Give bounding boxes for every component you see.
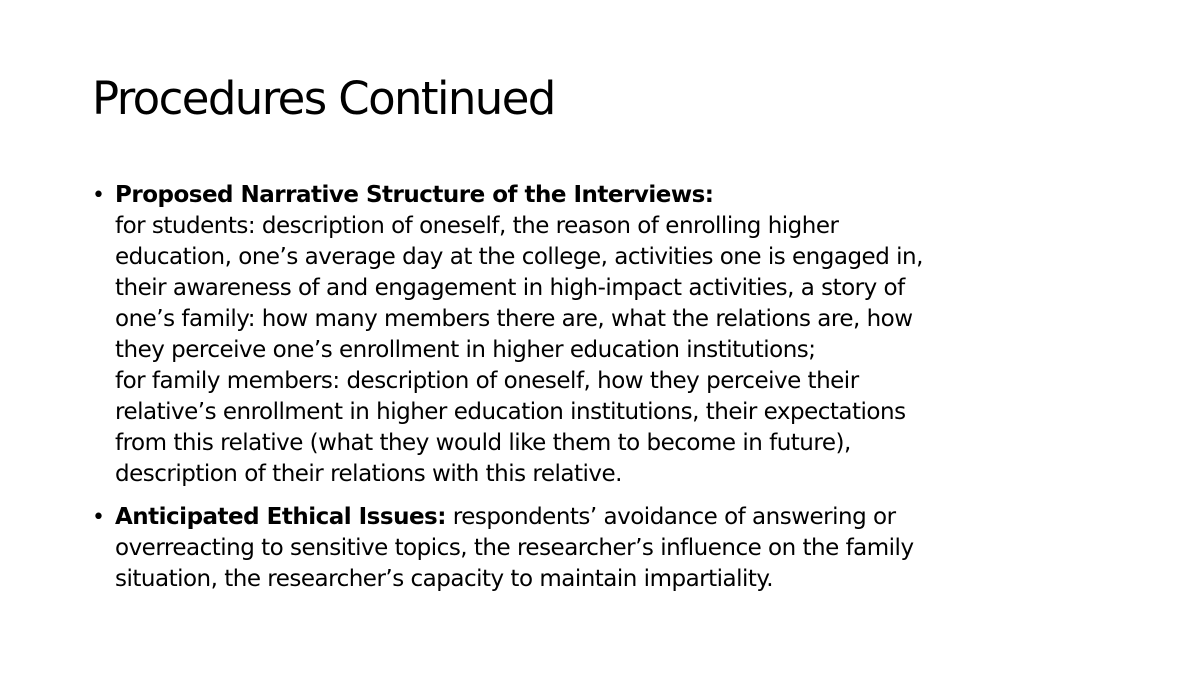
bullet-list — [92, 180, 1092, 595]
slide-title: Procedures Continued — [92, 72, 555, 125]
narrative-line: description of their relations with this relative. — [115, 461, 622, 487]
ethics-line: overreacting to sensitive topics, the researcher’s influence on the family — [115, 535, 914, 561]
bullet-marker: • — [92, 183, 105, 208]
narrative-line: their awareness of and engagement in high-impact activities, a story of — [115, 275, 905, 301]
narrative-line: relative’s enrollment in higher education institutions, their expectations — [115, 399, 906, 425]
narrative-line: they perceive one’s enrollment in higher education institutions; — [115, 337, 816, 363]
narrative-line: education, one’s average day at the college, activities one is engaged in, — [115, 244, 923, 270]
narrative-line: one’s family: how many members there are, what the relations are, how — [115, 306, 913, 332]
bullet-ethical-issues — [92, 502, 1092, 595]
narrative-heading: Proposed Narrative Structure of the Interviews: — [115, 182, 714, 208]
narrative-line: from this relative (what they would like them to become in future), — [115, 430, 851, 456]
narrative-line: for students: description of oneself, the reason of enrolling higher — [115, 213, 839, 239]
ethics-first-line-text: respondents’ avoidance of answering or — [445, 504, 896, 530]
bullet-narrative-structure — [92, 180, 1092, 490]
bullet-marker: • — [92, 505, 105, 530]
narrative-line: for family members: description of oneself, how they perceive their — [115, 368, 859, 394]
ethics-first-line — [115, 502, 1092, 533]
ethics-line: situation, the researcher’s capacity to maintain impartiality. — [115, 566, 774, 592]
ethics-heading: Anticipated Ethical Issues: — [115, 504, 446, 530]
